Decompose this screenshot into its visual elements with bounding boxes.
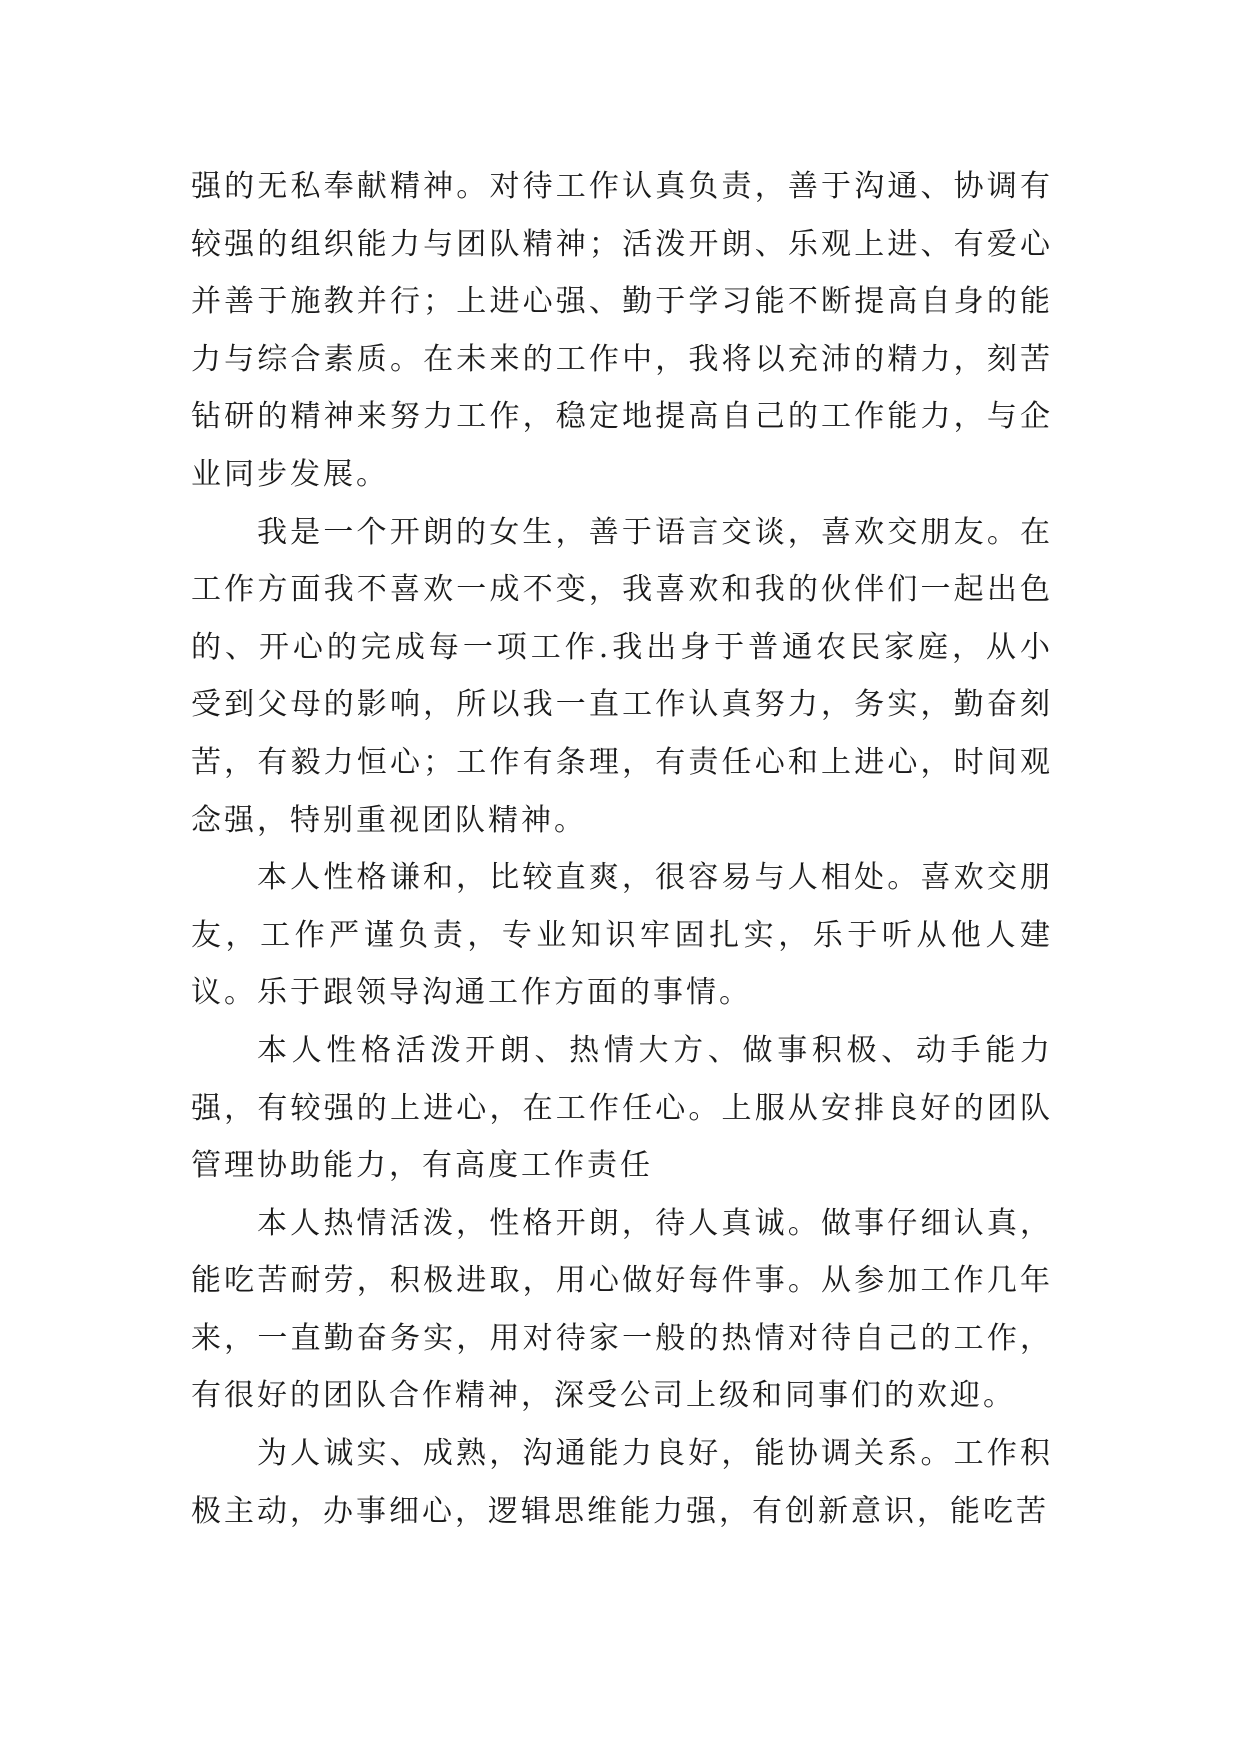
document-body	[191, 158, 1053, 1540]
paragraph-3: 本人性格谦和，比较直爽，很容易与人相处。喜欢交朋友，工作严谨负责，专业知识牢固扎实，乐于听从他人建议。乐于跟领导沟通工作方面的事情。	[191, 860, 1053, 1011]
paragraph-2: 我是一个开朗的女生，善于语言交谈，喜欢交朋友。在工作方面我不喜欢一成不变，我喜欢和我的伙伴们一起出色的、开心的完成每一项工作.我出身于普通农民家庭，从小受到父母的影响，所以我一直工作认真努力，务实，勤奋刻苦，有毅力恒心；工作有条理，有责任心和上进心，时间观念强，特别重视团队精神。	[191, 514, 1053, 838]
paragraph-4: 本人性格活泼开朗、热情大方、做事积极、动手能力强，有较强的上进心，在工作任心。上服从安排良好的团队管理协助能力，有高度工作责任	[191, 1032, 1053, 1184]
paragraph-6: 为人诚实、成熟，沟通能力良好，能协调关系。工作积极主动，办事细心，逻辑思维能力强，有创新意识，能吃苦	[191, 1436, 1053, 1529]
paragraph-1: 强的无私奉献精神。对待工作认真负责，善于沟通、协调有较强的组织能力与团队精神；活泼开朗、乐观上进、有爱心并善于施教并行；上进心强、勤于学习能不断提高自身的能力与综合素质。在未来的工作中，我将以充沛的精力，刻苦钻研的精神来努力工作，稳定地提高自己的工作能力，与企业同步发展。	[191, 169, 1053, 492]
paragraph-5: 本人热情活泼，性格开朗，待人真诚。做事仔细认真，能吃苦耐劳，积极进取，用心做好每件事。从参加工作几年来，一直勤奋务实，用对待家一般的热情对待自己的工作，有很好的团队合作精神，深受公司上级和同事们的欢迎。	[191, 1205, 1053, 1414]
